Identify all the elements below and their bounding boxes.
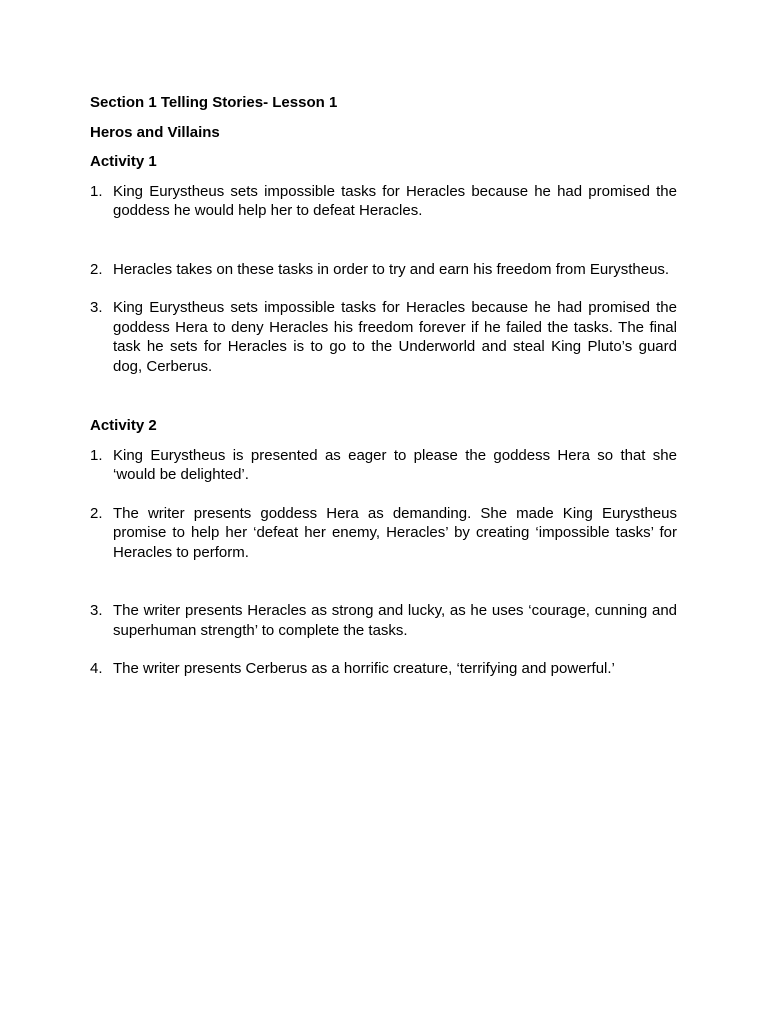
list-item-number: 3. — [90, 299, 103, 316]
activity-1-heading: Activity 1 — [90, 153, 157, 170]
list-item-text: The writer presents goddess Hera as demanding. She made King Eurystheus promise to help her ‘defeat her enemy, Heracles’ by creating ‘impossible tasks’ for Heracles to perform. — [113, 504, 677, 561]
list-item-text: The writer presents Cerberus as a horrific creature, ‘terrifying and powerful.’ — [113, 660, 615, 677]
list-item-text: Heracles takes on these tasks in order to try and earn his freedom from Eurystheus. — [113, 260, 670, 278]
activity-1-list — [90, 182, 677, 377]
list-item-text: The writer presents Heracles as strong and lucky, as he uses ‘courage, cunning and superhuman strength’ to complete the tasks. — [113, 602, 677, 639]
list-item — [90, 260, 677, 280]
list-item-text: King Eurystheus is presented as eager to please the goddess Hera so that she ‘would be delighted’. — [113, 446, 677, 483]
list-item-text: King Eurystheus sets impossible tasks for Heracles because he had promised the goddess Hera to deny Heracles his freedom forever if he failed the tasks. The final task he sets for Heracles is to go to the Underworld and steal King Pluto’s guard dog, Cerberus. — [113, 299, 677, 375]
list-item — [90, 298, 677, 376]
list-item-number: 1. — [90, 446, 103, 464]
document-page — [90, 93, 677, 679]
list-item — [90, 446, 677, 485]
list-item-number: 1. — [90, 182, 103, 200]
lesson-title: Heros and Villains — [90, 123, 220, 141]
list-item — [90, 504, 677, 563]
list-item-text: King Eurystheus sets impossible tasks for Heracles because he had promised the goddess he would help her to defeat Heracles. — [113, 182, 677, 219]
activity-2-heading: Activity 2 — [90, 417, 157, 434]
list-item-number: 4. — [90, 660, 103, 677]
list-item — [90, 659, 677, 679]
section-title: Section 1 Telling Stories- Lesson 1 — [90, 94, 338, 111]
list-item — [90, 182, 677, 221]
activity-2-list — [90, 446, 677, 679]
list-item — [90, 601, 677, 640]
list-item-number: 2. — [90, 504, 103, 522]
list-item-number: 2. — [90, 260, 103, 278]
list-item-number: 3. — [90, 602, 103, 619]
